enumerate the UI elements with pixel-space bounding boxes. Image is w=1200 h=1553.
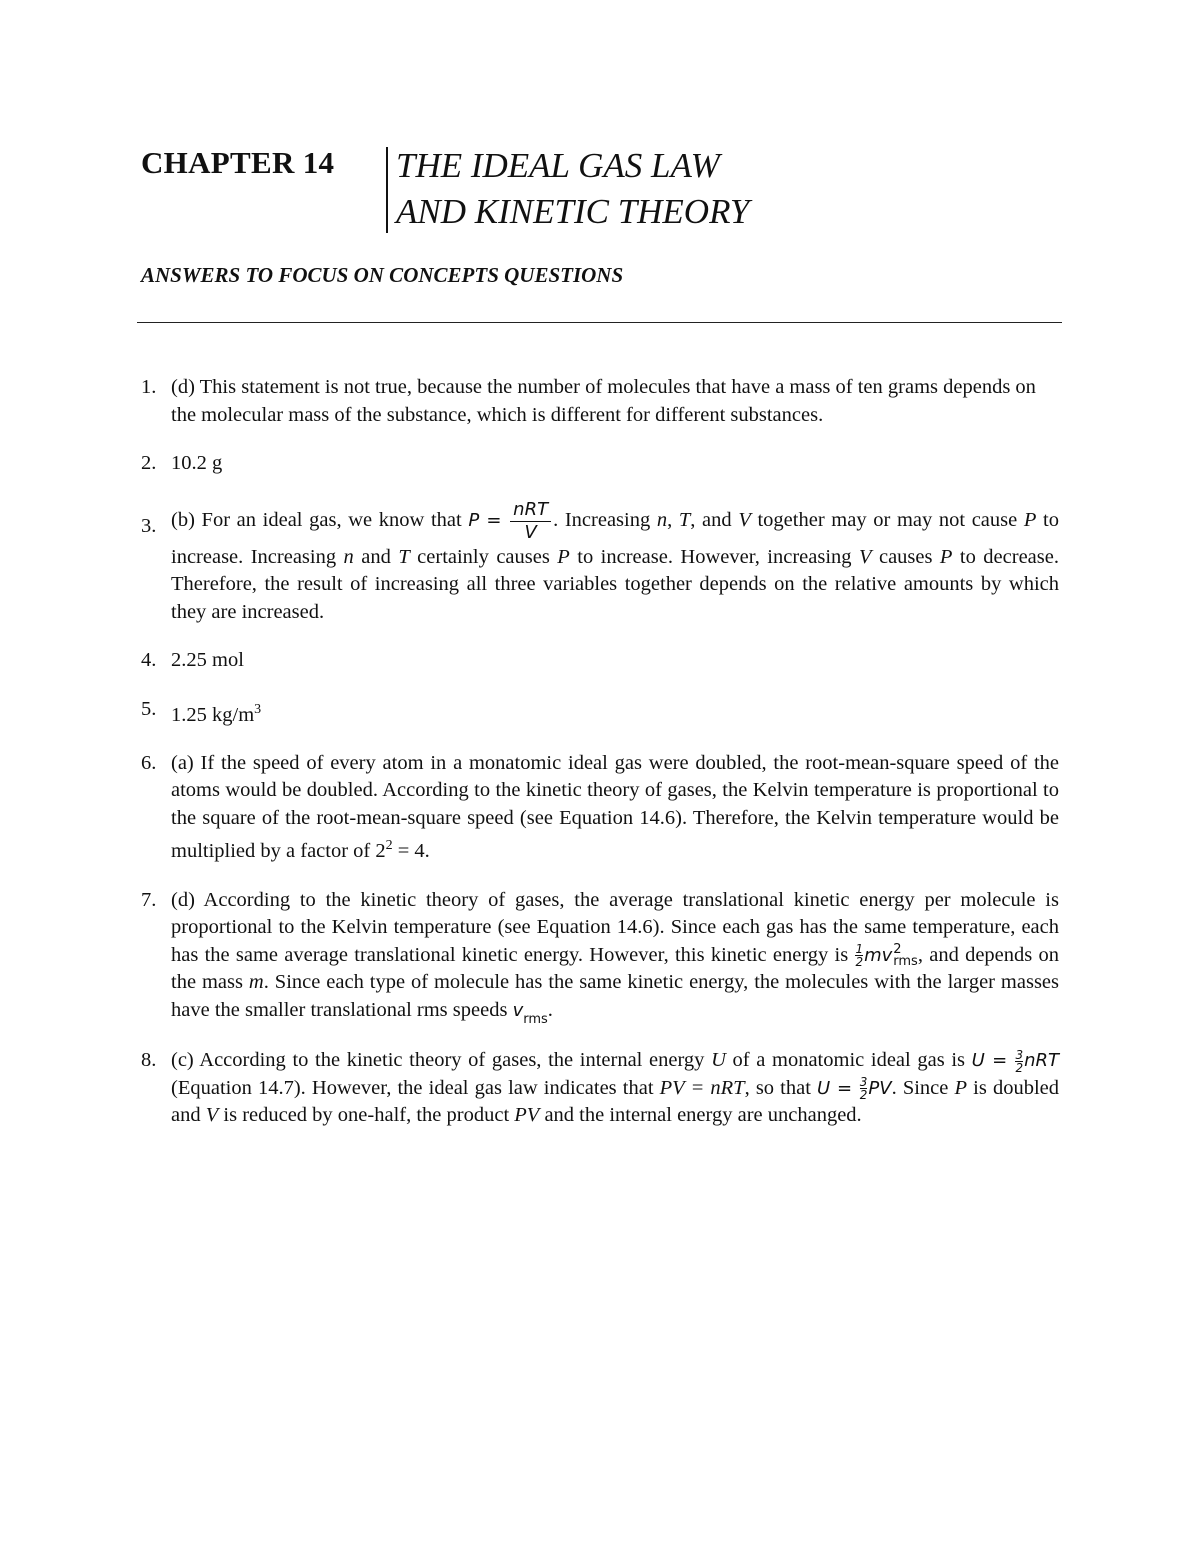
chapter-title-line1: THE IDEAL GAS LAW [396, 146, 720, 185]
answer-number: 6. [141, 751, 157, 774]
answers-heading: ANSWERS TO FOCUS ON CONCEPTS QUESTIONS [141, 263, 624, 287]
vrms-symbol: $v_{rms}$ [512, 999, 548, 1027]
answer-1 [141, 374, 1061, 429]
answer-5 [141, 696, 1061, 729]
answer-text: 2.25 mol [171, 649, 244, 671]
answer-3 [141, 499, 1061, 627]
equation-lhs: P = [468, 509, 502, 531]
fraction-nrt-over-v: $\frac{\text{nRT}}{V}$ [510, 499, 551, 544]
answer-text: (a) If the speed of every atom in a monatomic ideal gas were doubled, the root-mean-square speed of the atoms would be doubled. According to the kinetic theory of gases, the Kelvin temperature is proportional to the square of the root-mean-square speed (see Equation 14.6). Therefore, the Kelvin temperature would be multiplied by a factor of $2^2 = 4$. [171, 751, 1059, 863]
answer-2 [141, 450, 1061, 478]
kinetic-energy-expr: mv 2 rms [864, 941, 918, 969]
answer-number: 8. [141, 1049, 157, 1072]
internal-energy-eq: U = $\frac{3}{2}$ nRT [971, 1047, 1059, 1075]
chapter-title [396, 143, 749, 235]
chapter-title-line2: AND KINETIC THEORY [396, 192, 750, 231]
answers-list [141, 374, 1061, 1151]
answer-7 [141, 887, 1061, 1027]
answer-text: (d) According to the kinetic theory of gases, the average translational kinetic energy per molecule is proportional to the Kelvin temperature (see Equation 14.6). Since each gas has the same temperature, each has the same average translational kinetic energy. However, this kinetic energy is $\frac{1}{2}$ mv 2 rms , and depends on the mass m. Since each type of molecule has the same kinetic energy, the molecules with the larger masses have the smaller translational rms speeds $v_{rms}$. [171, 888, 1060, 1027]
answer-8 [141, 1047, 1061, 1130]
ideal-gas-law: PV = nRT [659, 1076, 745, 1099]
title-divider [386, 147, 388, 233]
answer-text: (c) According to the kinetic theory of gases, the internal energy U of a monatomic ideal gas is U = $\frac{3}{2}$ nRT (Equation 14.7). However, the ideal gas law indicates that PV = nRT, so that U = $\frac{3}{2}$ PV. Since P is doubled and V is reduced by one-half, the product PV and the internal energy are unchanged. [171, 1047, 1059, 1127]
answer-number: 7. [141, 888, 157, 911]
answer-text: 1.25 $kg/m^3$ [171, 701, 262, 726]
answer-number: 2. [141, 452, 157, 474]
answer-number: 5. [141, 697, 157, 720]
horizontal-rule [137, 322, 1062, 323]
answer-text: 10.2 g [171, 452, 223, 474]
answer-4 [141, 647, 1061, 675]
chapter-label: CHAPTER 14 [141, 145, 335, 180]
answer-6 [141, 750, 1061, 866]
answer-number: 4. [141, 649, 157, 671]
answer-text: (d) This statement is not true, because the number of molecules that have a mass of ten grams depends on the molecular mass of the substance, which is different for different substances. [171, 376, 1036, 426]
fraction-one-half: $\frac{1}{2}$ [855, 942, 864, 970]
answer-number: 3. [141, 514, 157, 537]
answer-number: 1. [141, 376, 157, 398]
internal-energy-pv-eq: U = $\frac{3}{2}$ PV [817, 1075, 892, 1103]
answer-text: (b) For an ideal gas, we know that P = $\frac{\text{nRT}}{V}$ . Increasing n, T, and V together may or may not cause P to increase. Increasing n and T certainly causes P to increase. However, increasing V causes P to decrease. Therefore, the result of increasing all three variables together depends on the relative amounts by which they are increased. [171, 498, 1059, 623]
